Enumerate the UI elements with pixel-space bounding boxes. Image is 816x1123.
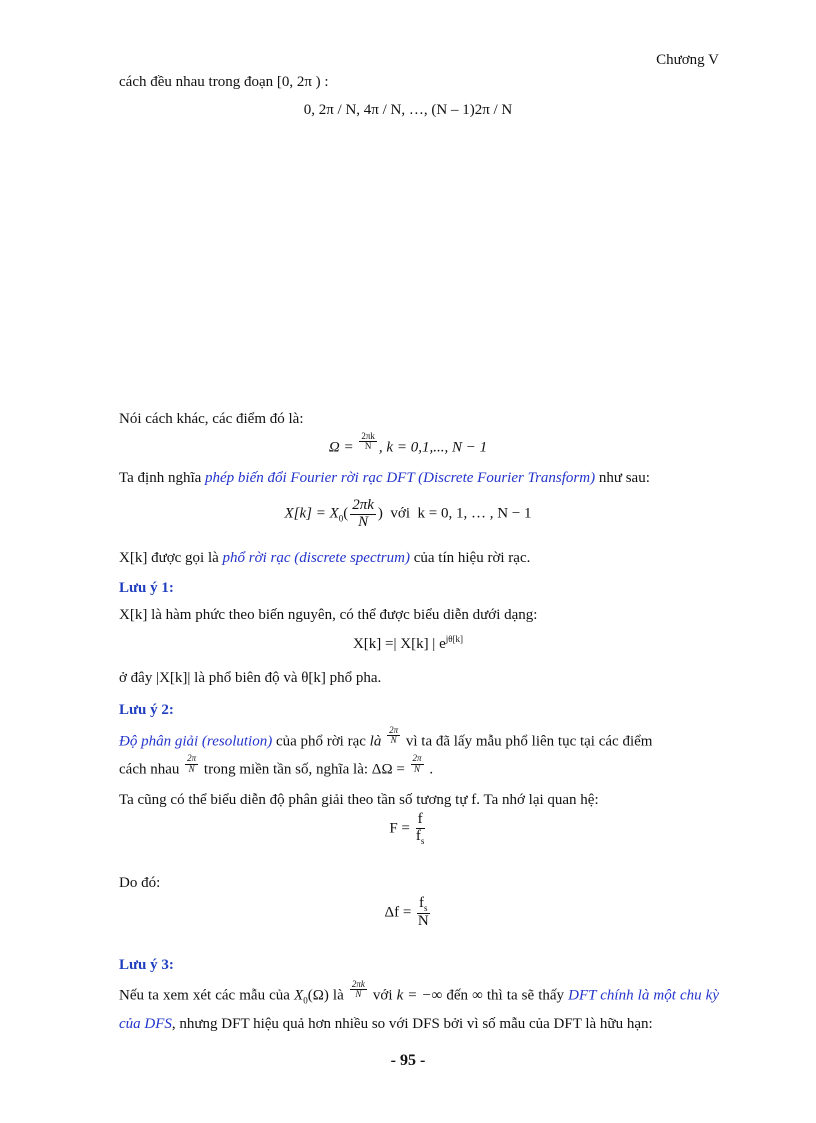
note1-eq-sup: jθ[k] [445, 634, 464, 644]
eqF-den-sub: s [420, 835, 425, 846]
note2-line2-a: cách nhau [119, 761, 184, 778]
note3-a: Nếu ta xem xét các mẫu của [119, 987, 295, 1004]
paragraph-other-words: Nói cách khác, các điểm đó là: [119, 411, 304, 427]
eqdf-num-f: f [419, 895, 425, 911]
note3-frac-num: 2πk [351, 979, 365, 989]
note3-e: thì ta sẽ thấy [482, 987, 569, 1004]
eqF-lhs: F = [389, 820, 410, 837]
note2-frac1-num: 2π [389, 725, 399, 735]
note3-kvar: k = −∞ [396, 987, 443, 1004]
note2-mid2: vì ta đã lấy mẫu phổ liên tục tại các điểm [402, 733, 653, 750]
paragraph-define-dft [119, 468, 719, 489]
dft-close: ) [377, 505, 383, 522]
note3-title: Lưu ý 3: [119, 957, 174, 973]
omega-rest: , k = 0,1,..., N − 1 [378, 439, 488, 456]
dft-frac-den: N [358, 513, 369, 530]
note2-frac3-den: N [414, 763, 421, 774]
note2-frac2-num: 2π [187, 753, 197, 764]
eqdf-fraction [417, 896, 430, 930]
note3-frac-den: N [355, 989, 362, 1000]
note3-fraction [350, 980, 367, 1000]
define-before: Ta định nghĩa [119, 470, 206, 486]
dft-term: phép biến đổi Fourier rời rạc DFT (Discrete Fourier Transform) [205, 470, 596, 486]
spectrum-before: X[k] được gọi là [119, 550, 223, 566]
note2-frac1 [387, 726, 400, 746]
note2-frac3 [411, 754, 424, 774]
paragraph-spectrum [119, 548, 719, 569]
note2-also: Ta cũng có thể biểu diễn độ phân giải theo tần số tương tự f. Ta nhớ lại quan hệ: [119, 792, 599, 808]
omega-frac-num: 2πk [361, 431, 375, 441]
resolution-term: Độ phân giải (resolution) [119, 733, 273, 750]
dft-lhs: X[k] = X [284, 505, 339, 522]
eqdf-num-sub: s [424, 903, 428, 913]
note2-hence: Do đó: [119, 875, 161, 891]
note1-equation [0, 634, 816, 653]
page-number: - 95 - [390, 1052, 426, 1069]
dft-fraction [350, 498, 376, 531]
omega-frac-den: N [364, 441, 372, 452]
note2-frac2 [185, 754, 198, 774]
equation-delta-f [0, 896, 816, 930]
note2-frac3-num: 2π [412, 753, 422, 764]
note2-line2-c: . [425, 761, 434, 778]
equation-F [0, 812, 816, 846]
omega-fraction [359, 432, 377, 452]
note1-after: ở đây |X[k]| là phổ biên độ và θ[k] phổ pha. [119, 670, 382, 686]
equation-omega [0, 432, 816, 456]
note3-c: với [368, 987, 397, 1004]
eqdf-num [417, 896, 430, 914]
note3-b: là [328, 987, 348, 1004]
note2-paragraph [119, 726, 719, 783]
spectrum-after: của tín hiệu rời rạc. [409, 550, 531, 566]
dft-tail: với k = 0, 1, … , N − 1 [382, 505, 532, 522]
note3-d: đến [442, 987, 473, 1004]
note3-term: DFT chính là một chu kỳ của DFS [119, 987, 719, 1033]
chapter-header: Chương V [656, 52, 719, 68]
eqF-den [416, 829, 425, 846]
note3-x0: X [294, 987, 304, 1004]
blank-figure-area [119, 140, 719, 390]
note2-mid1: của phổ rời rạc [272, 733, 370, 750]
spectrum-term: phổ rời rạc (discrete spectrum) [222, 550, 410, 566]
note1-eq-main: X[k] =| X[k] | e [352, 636, 446, 652]
sample-points-formula: 0, 2π / N, 4π / N, …, (N – 1)2π / N [303, 102, 513, 118]
note2-frac1-den: N [390, 735, 397, 746]
define-after: như sau: [595, 470, 650, 486]
note1-text: X[k] là hàm phức theo biến nguyên, có thể được biểu diễn dưới dạng: [119, 607, 538, 623]
eqdf-lhs: Δf = [384, 904, 412, 921]
eqF-den-f: f [415, 827, 421, 844]
note3-f: , nhưng DFT hiệu quả hơn nhiều so với DFS bởi vì số mẫu của DFT là hữu hạn: [171, 1016, 653, 1033]
eqF-fraction [416, 812, 425, 846]
note2-title: Lưu ý 2: [119, 702, 174, 718]
dft-frac-num: 2πk [352, 497, 374, 513]
note3-x0-arg: (Ω) [307, 987, 329, 1004]
eqF-num: f [417, 811, 423, 827]
note2-line2-b: trong miền tần số, nghĩa là: ΔΩ = [200, 761, 409, 778]
dft-sub: 0 [338, 513, 344, 524]
note2-frac2-den: N [188, 763, 195, 774]
note3-paragraph [119, 980, 719, 1036]
omega-lhs: Ω = [328, 439, 354, 456]
equation-dft [0, 498, 816, 531]
note3-x0-sub: 0 [303, 995, 308, 1006]
eqdf-den: N [417, 913, 429, 930]
dft-open: ( [343, 505, 349, 522]
note3-inf: ∞ [472, 987, 483, 1004]
intro-line: cách đều nhau trong đoạn [0, 2π ) : [119, 74, 329, 90]
note1-title: Lưu ý 1: [119, 580, 174, 596]
note2-la: là [369, 733, 382, 750]
